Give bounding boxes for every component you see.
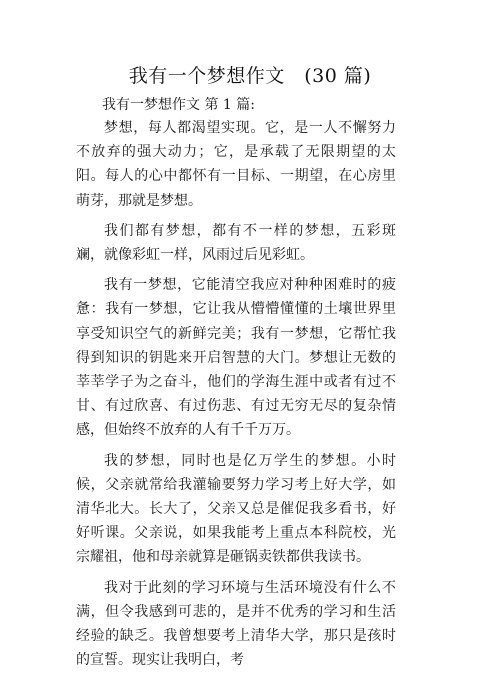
- paragraph: 我有一梦想，它能清空我应对种种困难时的疲惫：我有一梦想，它让我从懵懵懂懂的土壤世界里享受知识空气的新鲜完美；我有一梦想，它帮忙我得到知识的钥匙来开启智慧的大门。梦想让无数的莘莘学子为之奋斗，他们的学海生涯中或者有过不甘、有过欣喜、有过伤悲、有过无穷无尽的复杂情感，但始终不放弃的人有千千万万。: [76, 277, 396, 439]
- paragraph: 我对于此刻的学习环境与生活环境没有什么不满，但令我感到可悲的，是并不优秀的学习和生活经验的缺乏。我曾想要考上清华大学，那只是孩时的宣誓。现实让我明白，考: [76, 579, 396, 669]
- document-body: [76, 116, 396, 678]
- document-title: 我有一个梦想作文 (30 篇): [128, 65, 372, 87]
- paragraph: 我们都有梦想，都有不一样的梦想，五彩斑斓，就像彩虹一样，风雨过后见彩虹。: [76, 222, 396, 264]
- paragraph: 梦想，每人都渴望实现。它，是一人不懈努力不放弃的强大动力；它，是承载了无限期望的太阳。每人的心中都怀有一目标、一期望，在心房里萌芽，那就是梦想。: [76, 120, 396, 209]
- document-subtitle: 我有一梦想作文 第 1 篇:: [102, 97, 255, 113]
- paragraph: 我的梦想，同时也是亿万学生的梦想。小时候，父亲就常给我灌输要努力学习考上好大学，如清华北大。长大了，父亲又总是催促我多看书，好好听课。父亲说，如果我能考上重点本科院校，光宗耀祖，他和母亲就算是砸锅卖铁都供我读书。: [76, 452, 396, 566]
